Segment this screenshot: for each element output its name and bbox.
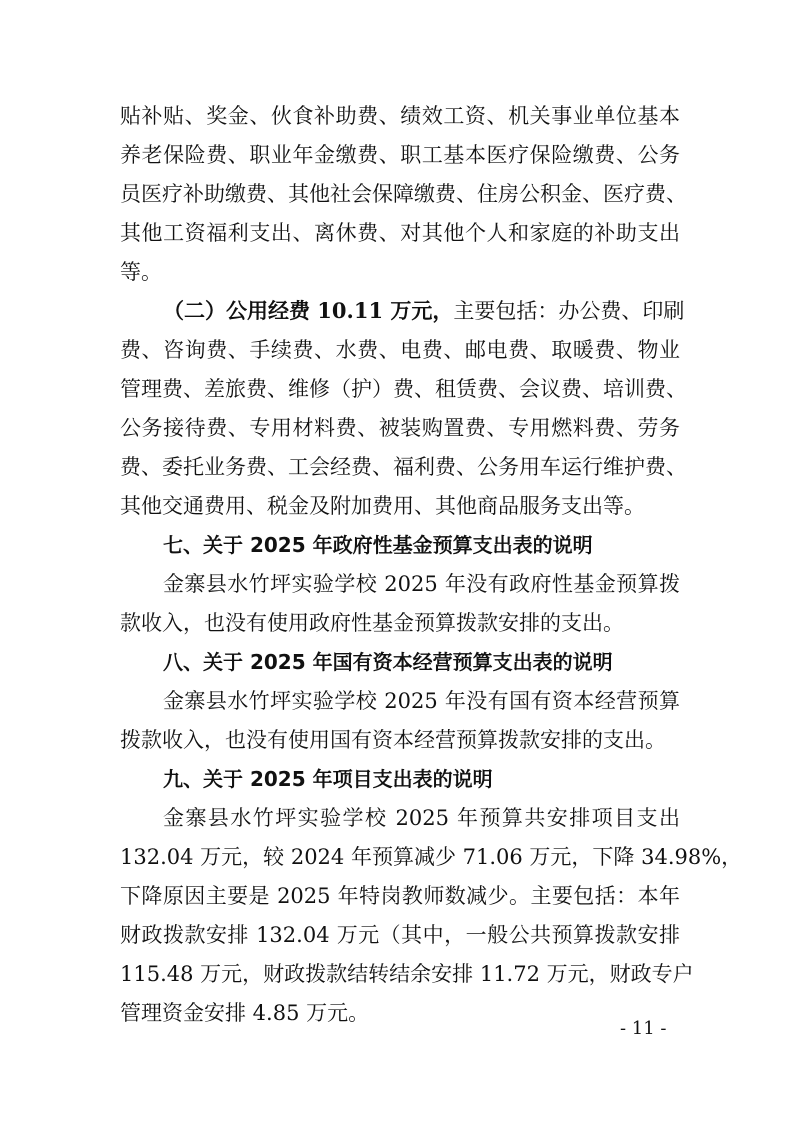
paragraph-line: 费、委托业务费、工会经费、福利费、公务用车运行维护费、 — [120, 455, 687, 479]
paragraph-line: 金寨县水竹坪实验学校 2025 年预算共安排项目支出 — [163, 806, 680, 830]
paragraph-line: 等。 — [120, 260, 162, 284]
paragraph-line: 养老保险费、职业年金缴费、职工基本医疗保险缴费、公务 — [120, 143, 680, 167]
paragraph-line: 其他工资福利支出、离休费、对其他个人和家庭的补助支出 — [120, 221, 680, 245]
paragraph-line: 132.04 万元，较 2024 年预算减少 71.06 万元，下降 34.98%， — [120, 845, 743, 869]
section-2-first-line — [163, 298, 685, 324]
paragraph-line: 其他交通费用、税金及附加费用、其他商品服务支出等。 — [120, 494, 645, 518]
paragraph-line: 下降原因主要是 2025 年特岗教师数减少。主要包括：本年 — [120, 884, 680, 908]
page-number: - 11 - — [620, 1018, 667, 1039]
section-2-lead: （二）公用经费 10.11 万元， — [163, 298, 454, 323]
paragraph-line: 金寨县水竹坪实验学校 2025 年没有国有资本经营预算 — [163, 689, 680, 713]
paragraph-line: 管理资金安排 4.85 万元。 — [120, 1001, 370, 1025]
section-heading-7: 七、关于 2025 年政府性基金预算支出表的说明 — [163, 533, 593, 557]
paragraph-line: 费、咨询费、手续费、水费、电费、邮电费、取暖费、物业 — [120, 338, 680, 362]
paragraph-line: 管理费、差旅费、维修（护）费、租赁费、会议费、培训费、 — [120, 377, 687, 401]
paragraph-line: 拨款收入，也没有使用国有资本经营预算拨款安排的支出。 — [120, 728, 666, 752]
paragraph-line: 财政拨款安排 132.04 万元（其中，一般公共预算拨款安排 — [120, 923, 680, 947]
section-heading-9: 九、关于 2025 年项目支出表的说明 — [163, 767, 493, 791]
paragraph-line: 金寨县水竹坪实验学校 2025 年没有政府性基金预算拨 — [163, 572, 680, 596]
paragraph-line: 员医疗补助缴费、其他社会保障缴费、住房公积金、医疗费、 — [120, 182, 687, 206]
paragraph-line: 公务接待费、专用材料费、被装购置费、专用燃料费、劳务 — [120, 416, 680, 440]
paragraph-line: 115.48 万元，财政拨款结转结余安排 11.72 万元，财政专户 — [120, 962, 694, 986]
section-heading-8: 八、关于 2025 年国有资本经营预算支出表的说明 — [163, 650, 613, 674]
section-2-lead-rest: 主要包括：办公费、印刷 — [453, 299, 685, 323]
paragraph-line: 贴补贴、奖金、伙食补助费、绩效工资、机关事业单位基本 — [120, 104, 680, 128]
paragraph-line: 款收入，也没有使用政府性基金预算拨款安排的支出。 — [120, 611, 624, 635]
